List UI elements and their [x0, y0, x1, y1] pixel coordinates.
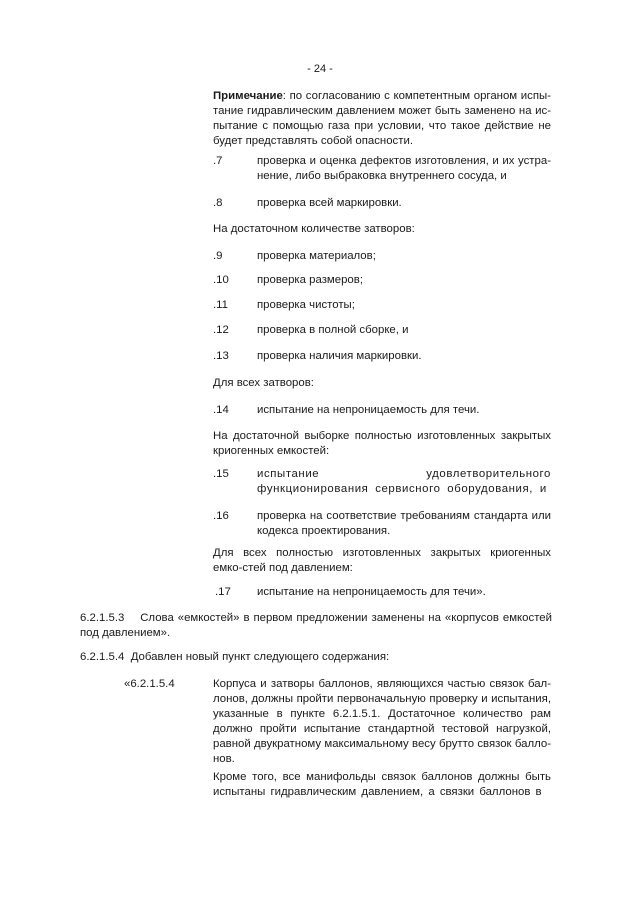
item-text: проверка материалов;: [257, 250, 376, 262]
item-number: .17: [215, 586, 231, 598]
section-text: Добавлен новый пункт следующего содержания:: [130, 651, 390, 663]
page-number: - 24 -: [307, 63, 333, 75]
list-item: [213, 154, 551, 184]
item-text: проверка чистоты;: [257, 299, 355, 311]
section-heading: Для всех полностью изготовленных закрытых криогенных емко-стей под давлением:: [213, 547, 551, 574]
item-text: испытание на непроницаемость для течи».: [257, 586, 486, 598]
item-text: проверка наличия маркировки.: [257, 350, 422, 362]
note-paragraph: [213, 89, 551, 149]
item-text: проверка на соответствие требованиям стандарта или кодекса проектирования.: [257, 510, 551, 537]
item-number: .16: [213, 510, 229, 522]
inserted-paragraph-2: Кроме того, все манифольды связок баллонов должны быть испытаны гидравлическим давлением, а связки баллонов в: [213, 771, 551, 798]
item-text: проверка в полной сборке, и: [257, 324, 409, 336]
inserted-section-number: «6.2.1.5.4: [124, 678, 175, 690]
item-number: .15: [213, 468, 229, 480]
item-text: испытание удовлетворительного функционирования сервисного оборудования, и: [257, 468, 551, 495]
item-text: проверка всей маркировки.: [257, 197, 402, 209]
item-number: .11: [213, 299, 228, 311]
section-heading: Для всех затворов:: [213, 377, 314, 389]
item-number: .12: [213, 324, 229, 336]
item-number: .13: [213, 350, 229, 362]
item-text: проверка размеров;: [257, 274, 363, 286]
section-heading: На достаточной выборке полностью изготовленных закрытых криогенных емкостей:: [213, 430, 551, 457]
note-label: Примечание: [213, 90, 283, 102]
section-number: 6.2.1.5.3: [80, 612, 125, 624]
inserted-paragraph-1: Корпуса и затворы баллонов, являющихся частью связок бал-лонов, должны пройти первоначальную проверку и испытания, указанные в пункте 6.2.1.5.1. Достаточное количество рам должно пройти испытание стандартной тестовой нагрузкой, равной двукратному максимальному весу брутто связок балло-нов.: [213, 678, 551, 765]
item-number: .10: [213, 274, 229, 286]
item-number: .8: [213, 197, 223, 209]
section-heading: На достаточном количестве затворов:: [213, 223, 415, 235]
item-number: .9: [213, 250, 223, 262]
section-text: Слова «емкостей» в первом предложении заменены на «корпусов емкостей под давлением».: [80, 612, 552, 639]
note-text: : по согласованию с компетентным органом испы-тание гидравлическим давлением может быть заменено на ис-пытание с помощью газа при условии, что такое действие не будет представлять собой опасности.: [213, 90, 551, 147]
item-number: .7: [213, 155, 223, 167]
section-6-2-1-5-4: [80, 650, 552, 665]
section-6-2-1-5-3: [80, 611, 552, 641]
item-text: испытание на непроницаемость для течи.: [257, 404, 480, 416]
item-text: проверка и оценка дефектов изготовления, и их устра-нение, либо выбраковка внутреннего сосуда, и: [257, 155, 551, 182]
section-number: 6.2.1.5.4: [80, 651, 125, 663]
item-number: .14: [213, 404, 229, 416]
